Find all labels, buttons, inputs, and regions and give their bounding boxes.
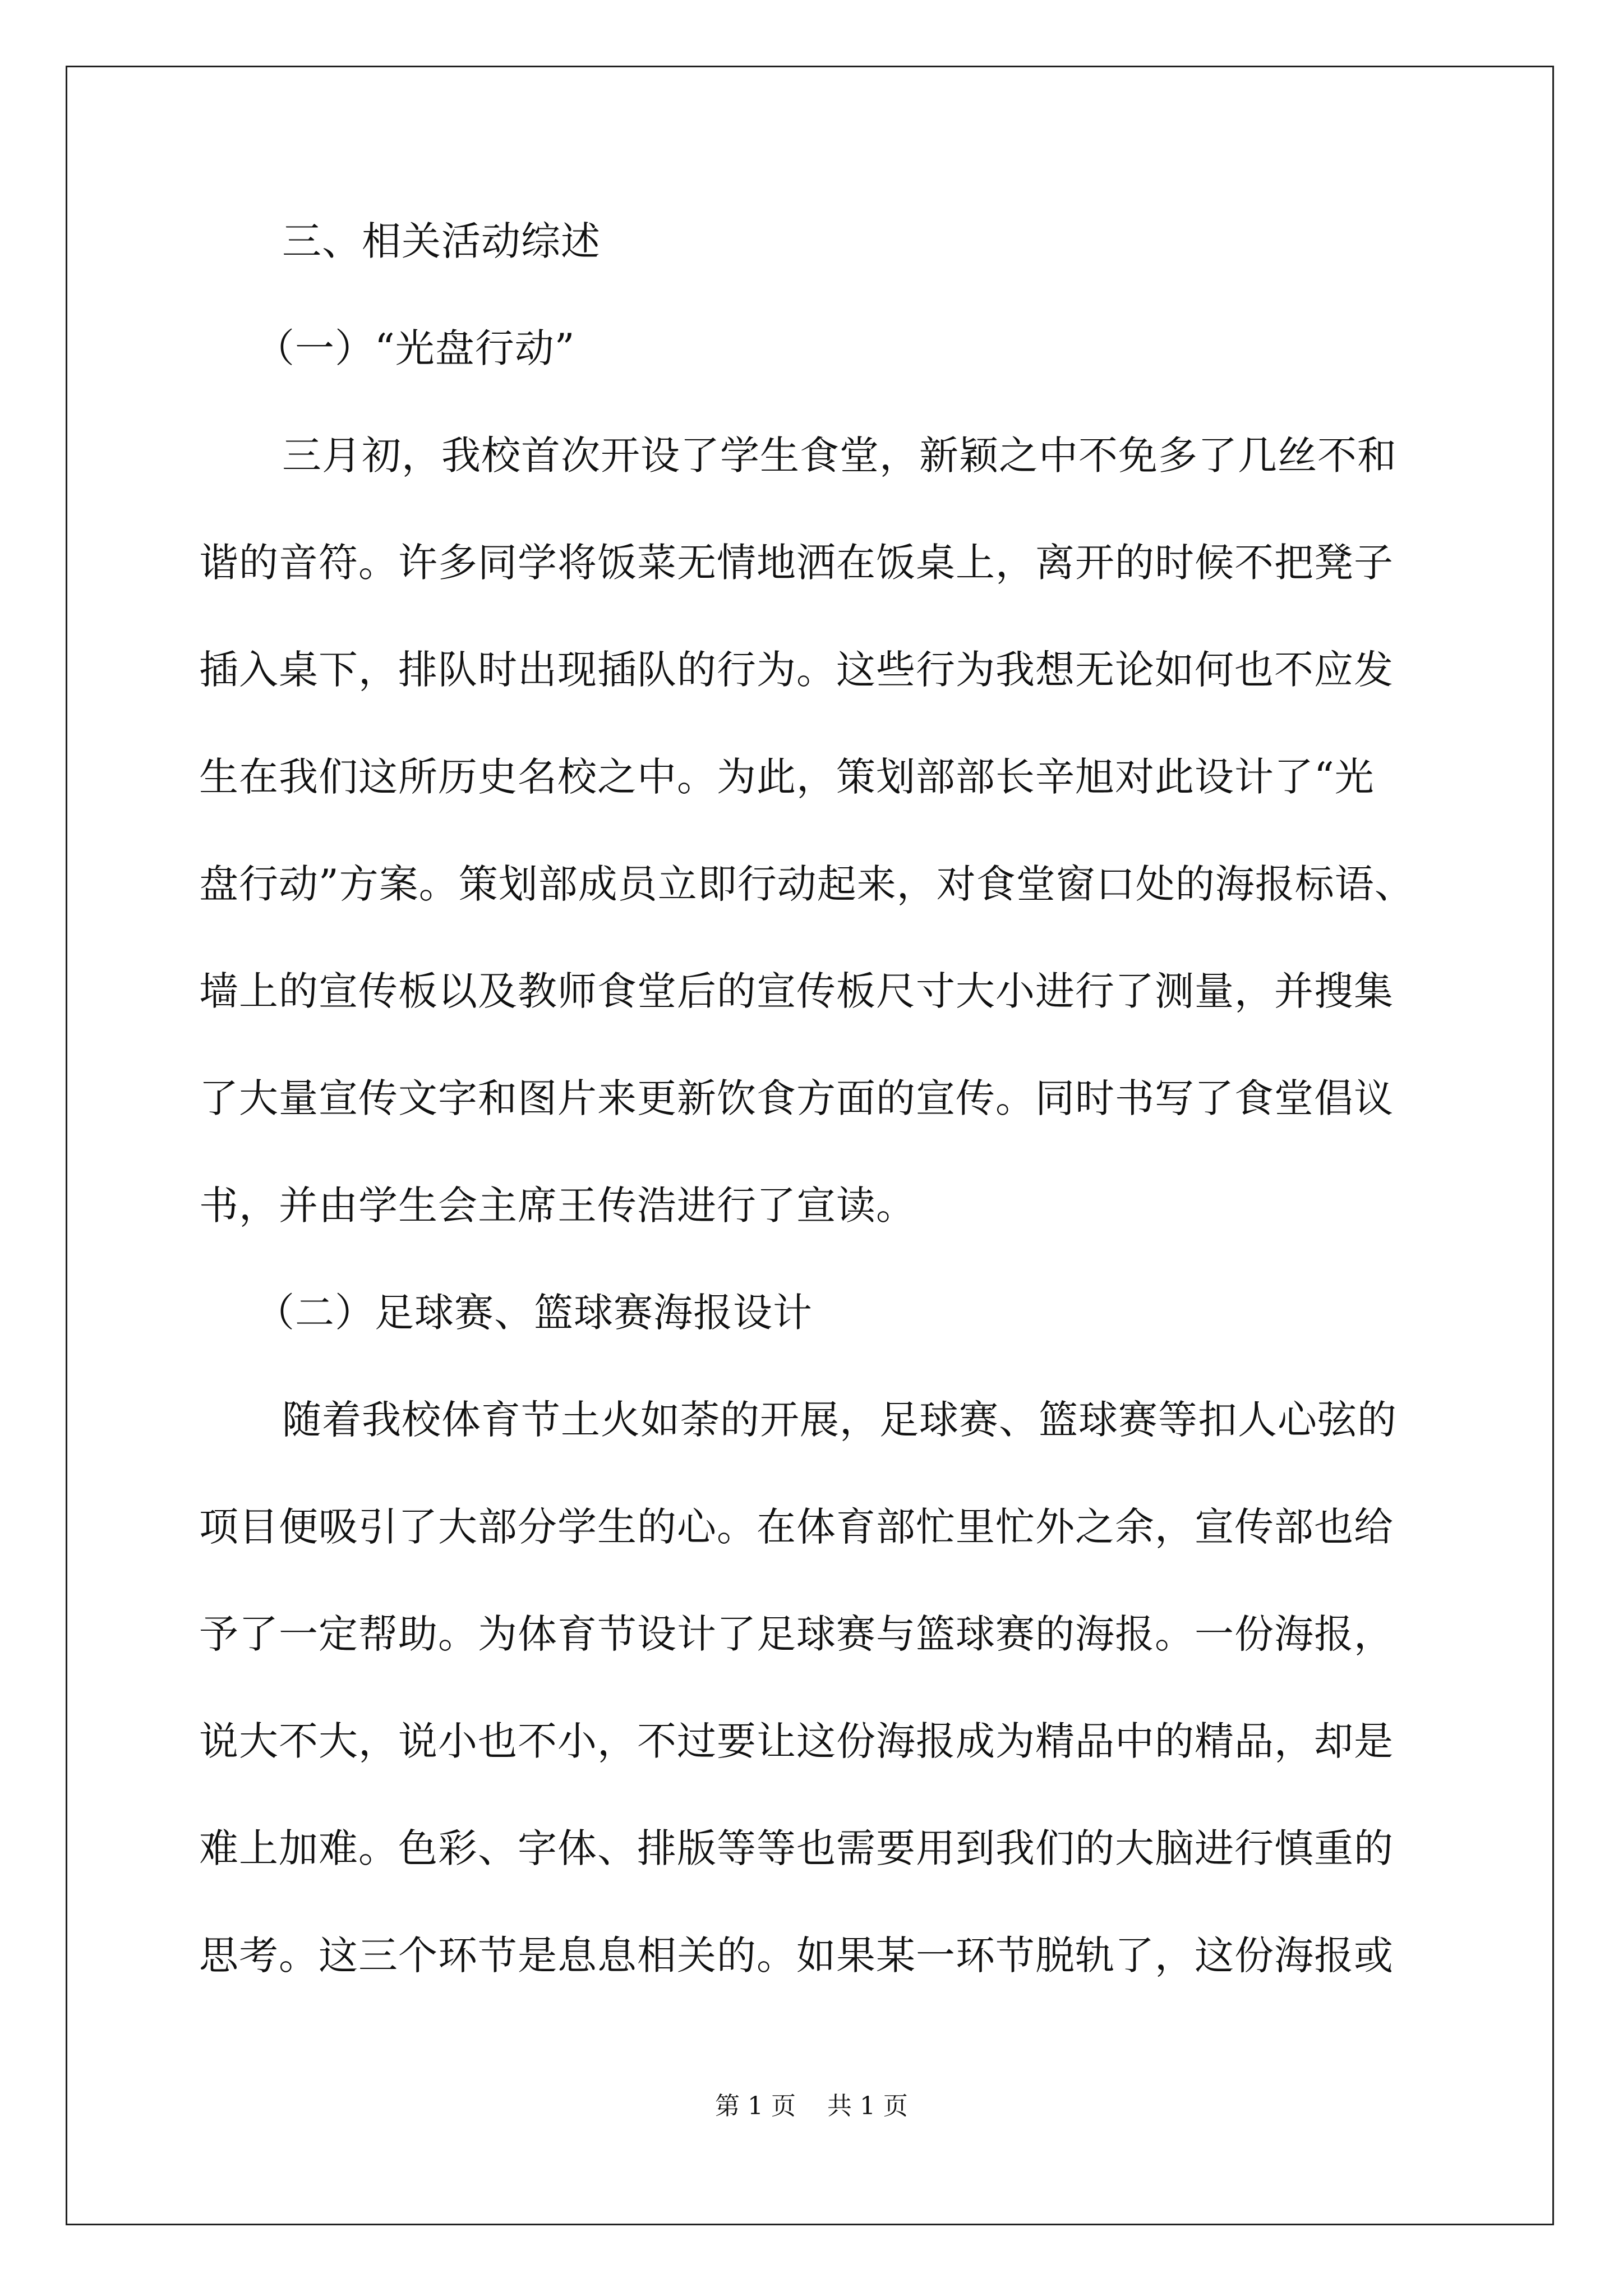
paragraph-line: 说大不大，说小也不小，不过要让这份海报成为精品中的精品，却是 bbox=[199, 1718, 1394, 1764]
paragraph-line: 墙上的宣传板以及教师食堂后的宣传板尺寸大小进行了测量，并搜集 bbox=[199, 968, 1394, 1014]
paragraph-line: 难上加难。色彩、字体、排版等等也需要用到我们的大脑进行慎重的 bbox=[199, 1825, 1394, 1871]
subsection-heading-1: （一）“光盘行动” bbox=[255, 325, 575, 371]
paragraph-line: 生在我们这所历史名校之中。为此，策划部部长辛旭对此设计了“光 bbox=[199, 754, 1375, 800]
subsection-heading-2: （二）足球赛、篮球赛海报设计 bbox=[255, 1290, 813, 1336]
paragraph-line: 予了一定帮助。为体育节设计了足球赛与篮球赛的海报。一份海报， bbox=[199, 1611, 1394, 1657]
paragraph-1 bbox=[199, 432, 1424, 1228]
paragraph-line: 项目便吸引了大部分学生的心。在体育部忙里忙外之余，宣传部也给 bbox=[199, 1504, 1394, 1550]
page-number-footer: 第 1 页 共 1 页 bbox=[715, 2092, 908, 2120]
paragraph-line: 了大量宣传文字和图片来更新饮食方面的宣传。同时书写了食堂倡议 bbox=[199, 1075, 1394, 1121]
paragraph-line: 谐的音符。许多同学将饭菜无情地洒在饭桌上，离开的时候不把凳子 bbox=[199, 540, 1394, 586]
paragraph-line: 插入桌下，排队时出现插队的行为。这些行为我想无论如何也不应发 bbox=[199, 647, 1394, 693]
paragraph-line: 三月初，我校首次开设了学生食堂，新颖之中不免多了几丝不和 bbox=[282, 432, 1397, 478]
paragraph-line: 随着我校体育节土火如荼的开展，足球赛、篮球赛等扣人心弦的 bbox=[282, 1397, 1397, 1443]
paragraph-line: 思考。这三个环节是息息相关的。如果某一环节脱轨了，这份海报或 bbox=[199, 1932, 1394, 1978]
paragraph-2 bbox=[199, 1397, 1424, 1978]
paragraph-line: 盘行动”方案。策划部成员立即行动起来，对食堂窗口处的海报标语、 bbox=[199, 861, 1414, 907]
section-heading: 三、相关活动综述 bbox=[282, 218, 601, 264]
paragraph-line: 书，并由学生会主席王传浩进行了宣读。 bbox=[199, 1182, 916, 1228]
document-body bbox=[199, 218, 1424, 2043]
